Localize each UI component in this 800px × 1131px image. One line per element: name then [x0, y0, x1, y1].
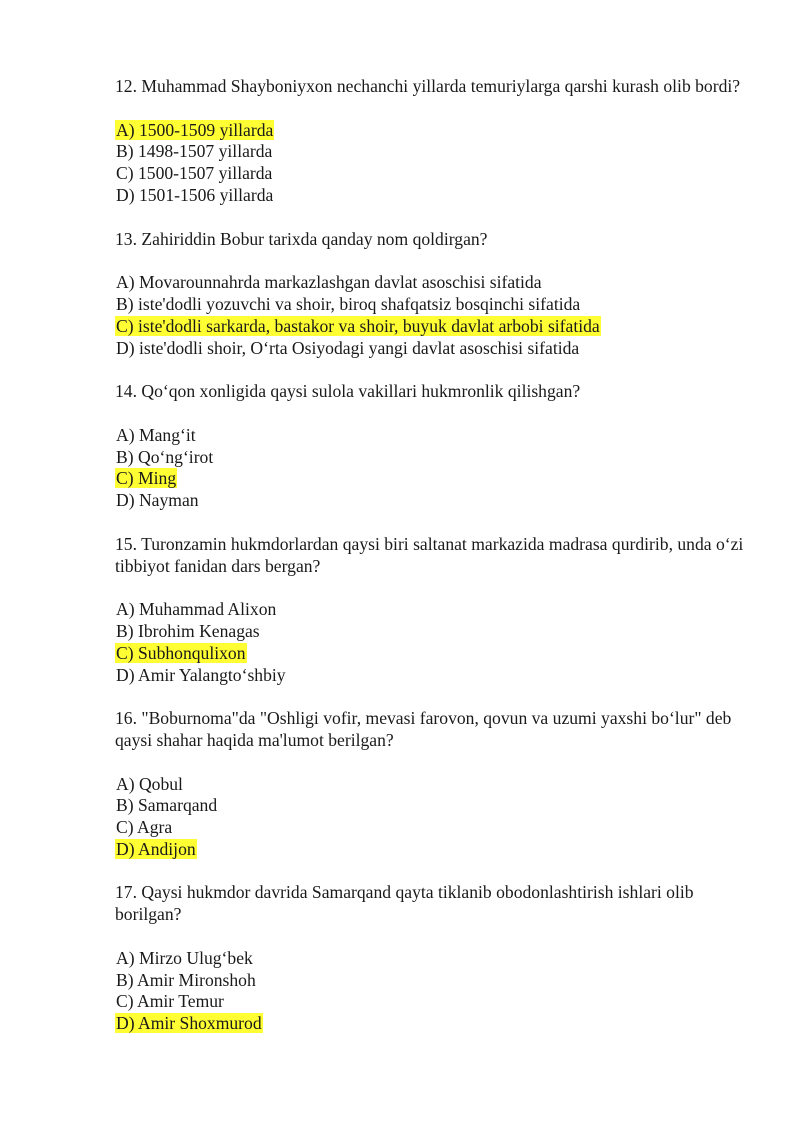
- question-block: [115, 708, 755, 861]
- answer-options: [115, 599, 755, 686]
- question-text: 16. "Boburnoma"da "Oshligi vofir, mevasi farovon, qovun va uzumi yaxshi bo‘lur" deb qaysi shahar haqida ma'lumot berilgan?: [115, 708, 732, 750]
- answer-option: [115, 817, 755, 839]
- answer-option: [115, 948, 755, 970]
- answer-option: [115, 774, 755, 796]
- answer-option-text: A) Mirzo Ulug‘bek: [116, 947, 253, 968]
- answer-option: [115, 665, 755, 687]
- answer-option-text: B) iste'dodli yozuvchi va shoir, biroq shafqatsiz bosqinchi sifatida: [116, 293, 581, 314]
- answer-option-text: B) Amir Mironshoh: [116, 969, 256, 990]
- answer-option: [115, 599, 755, 621]
- answer-option-text: C) 1500-1507 yillarda: [116, 163, 273, 184]
- answer-option-correct: [115, 839, 755, 861]
- answer-option-correct: [115, 316, 755, 338]
- answer-option: [115, 795, 755, 817]
- answer-options: [115, 774, 755, 861]
- answer-option-text: D) Nayman: [116, 490, 199, 511]
- answer-option-text: B) Qo‘ng‘irot: [116, 446, 214, 467]
- answer-option-text: C) Amir Temur: [116, 991, 224, 1012]
- answer-option-correct: [115, 120, 755, 142]
- answer-option-text: D) Amir Yalangto‘shbiy: [116, 664, 286, 685]
- answer-option: [115, 425, 755, 447]
- answer-option-text: A) Qobul: [116, 773, 183, 794]
- answer-option: [115, 621, 755, 643]
- answer-option-text: B) Samarqand: [116, 795, 218, 816]
- question-block: [115, 534, 755, 687]
- question-text: 14. Qo‘qon xonligida qaysi sulola vakillari hukmronlik qilishgan?: [115, 381, 581, 402]
- answer-option-text: A) Muhammad Alixon: [116, 599, 277, 620]
- answer-option-text: C) Subhonqulixon: [116, 642, 246, 663]
- question-text: 13. Zahiriddin Bobur tarixda qanday nom qoldirgan?: [115, 228, 488, 249]
- question-block: [115, 229, 755, 360]
- answer-option: [115, 991, 755, 1013]
- answer-option: [115, 294, 755, 316]
- answer-options: [115, 948, 755, 1035]
- answer-options: [115, 272, 755, 359]
- document-page: [115, 76, 755, 1057]
- answer-option-text: C) Agra: [116, 817, 173, 838]
- answer-option: [115, 490, 755, 512]
- answer-options: [115, 425, 755, 512]
- answer-option: [115, 163, 755, 185]
- answer-option-text: A) 1500-1509 yillarda: [116, 119, 274, 140]
- question-block: [115, 76, 755, 207]
- answer-option: [115, 272, 755, 294]
- answer-option-text: B) Ibrohim Kenagas: [116, 620, 260, 641]
- question-block: [115, 381, 755, 512]
- answer-option: [115, 338, 755, 360]
- answer-option-text: A) Movarounnahrda markazlashgan davlat asoschisi sifatida: [116, 272, 542, 293]
- answer-option-correct: [115, 1013, 755, 1035]
- question-text: 12. Muhammad Shayboniyxon nechanchi yillarda temuriylarga qarshi kurash olib bordi?: [115, 76, 741, 96]
- answer-option-text: B) 1498-1507 yillarda: [116, 141, 273, 162]
- answer-option-text: D) Amir Shoxmurod: [116, 1013, 262, 1034]
- answer-option: [115, 141, 755, 163]
- answer-option-text: A) Mang‘it: [116, 424, 196, 445]
- answer-option: [115, 447, 755, 469]
- answer-option-text: C) iste'dodli sarkarda, bastakor va shoir, buyuk davlat arbobi sifatida: [116, 315, 600, 336]
- question-text: 15. Turonzamin hukmdorlardan qaysi biri saltanat markazida madrasa qurdirib, unda o‘zi tibbiyot fanidan dars bergan?: [115, 533, 744, 576]
- answer-option-correct: [115, 643, 755, 665]
- question-block: [115, 882, 755, 1035]
- answer-options: [115, 120, 755, 207]
- answer-option: [115, 185, 755, 207]
- answer-option-text: D) Andijon: [116, 838, 196, 859]
- question-text: 17. Qaysi hukmdor davrida Samarqand qayta tiklanib obodonlashtirish ishlari olib borilgan?: [115, 882, 694, 925]
- answer-option-text: D) iste'dodli shoir, O‘rta Osiyodagi yangi davlat asoschisi sifatida: [116, 337, 580, 358]
- answer-option-text: C) Ming: [116, 468, 177, 489]
- answer-option: [115, 970, 755, 992]
- answer-option-text: D) 1501-1506 yillarda: [116, 184, 274, 205]
- answer-option-correct: [115, 468, 755, 490]
